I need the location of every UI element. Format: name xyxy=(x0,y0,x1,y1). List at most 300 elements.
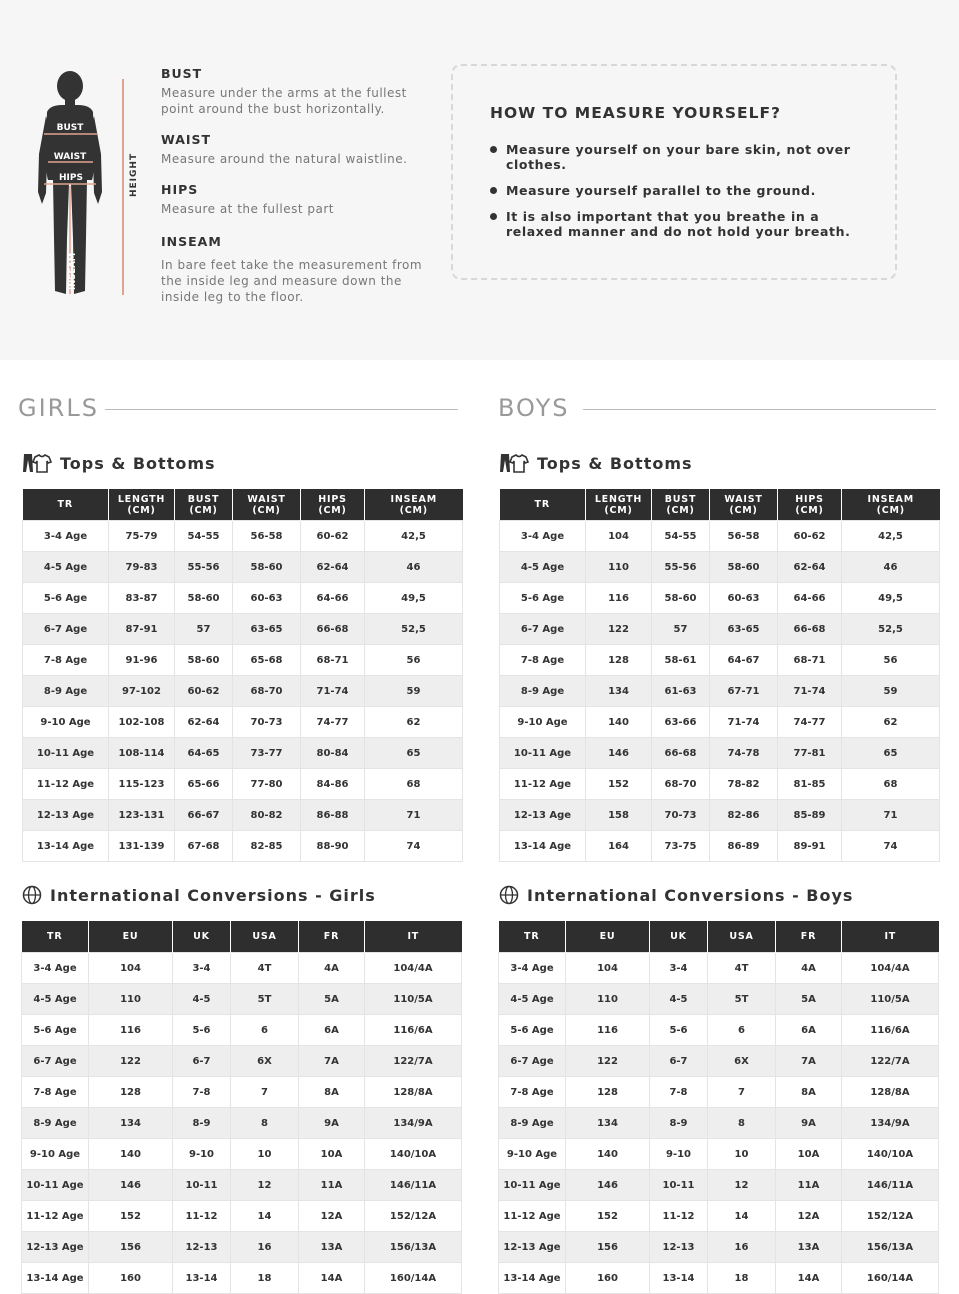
table-cell: 73-75 xyxy=(652,831,710,862)
table-cell: 140 xyxy=(89,1139,173,1170)
table-cell: 156 xyxy=(89,1232,173,1263)
table-cell: 128/8A xyxy=(365,1077,462,1108)
table-row xyxy=(500,738,940,769)
how-to-bullet: It is also important that you breathe in a relaxed manner and do not hold your breath. xyxy=(489,209,869,239)
table-cell: 14 xyxy=(708,1201,776,1232)
table-cell: 66-67 xyxy=(175,800,233,831)
table-cell: 12 xyxy=(231,1170,299,1201)
table-cell: 13A xyxy=(776,1232,842,1263)
table-cell: 42,5 xyxy=(365,521,463,552)
column-header: TR xyxy=(23,489,109,521)
table-row xyxy=(499,953,939,984)
table-cell: 89-91 xyxy=(778,831,842,862)
figure-label-waist: WAIST xyxy=(53,152,87,162)
table-row xyxy=(500,521,940,552)
table-cell: 12A xyxy=(776,1201,842,1232)
table-cell: 13-14 Age xyxy=(499,1263,566,1294)
table-cell: 4T xyxy=(708,953,776,984)
table-cell: 79-83 xyxy=(109,552,175,583)
column-header: TR xyxy=(499,921,566,953)
table-cell: 152/12A xyxy=(365,1201,462,1232)
table-cell: 4A xyxy=(299,953,365,984)
table-cell: 156 xyxy=(566,1232,650,1263)
table-cell: 5-6 xyxy=(650,1015,708,1046)
table-cell: 57 xyxy=(652,614,710,645)
measure-title: BUST xyxy=(161,66,203,81)
table-cell: 63-66 xyxy=(652,707,710,738)
table-cell: 102-108 xyxy=(109,707,175,738)
table-cell: 5A xyxy=(299,984,365,1015)
table-cell: 56 xyxy=(842,645,940,676)
table-cell: 160/14A xyxy=(842,1263,939,1294)
table-cell: 97-102 xyxy=(109,676,175,707)
table-cell: 110/5A xyxy=(842,984,939,1015)
table-cell: 73-77 xyxy=(233,738,301,769)
table-cell: 156/13A xyxy=(365,1232,462,1263)
table-row xyxy=(499,1108,939,1139)
table-cell: 8 xyxy=(231,1108,299,1139)
table-cell: 75-79 xyxy=(109,521,175,552)
column-header: LENGTH (CM) xyxy=(109,489,175,521)
table-row xyxy=(22,1170,462,1201)
boys-tops-heading xyxy=(499,452,693,474)
table-cell: 11-12 Age xyxy=(499,1201,566,1232)
table-cell: 9-10 Age xyxy=(499,1139,566,1170)
table-cell: 59 xyxy=(842,676,940,707)
table-cell: 140 xyxy=(566,1139,650,1170)
boys-section-title: BOYS xyxy=(498,394,570,422)
table-cell: 14A xyxy=(299,1263,365,1294)
column-header: TR xyxy=(500,489,586,521)
table-row xyxy=(500,707,940,738)
table-cell: 10A xyxy=(776,1139,842,1170)
table-cell: 152/12A xyxy=(842,1201,939,1232)
table-cell: 60-62 xyxy=(778,521,842,552)
table-row xyxy=(23,645,463,676)
table-row xyxy=(500,645,940,676)
table-row xyxy=(23,831,463,862)
table-cell: 13A xyxy=(299,1232,365,1263)
table-cell: 64-66 xyxy=(778,583,842,614)
table-cell: 54-55 xyxy=(652,521,710,552)
table-cell: 68 xyxy=(842,769,940,800)
measure-title: HIPS xyxy=(161,182,199,197)
column-header: EU xyxy=(566,921,650,953)
table-cell: 11A xyxy=(299,1170,365,1201)
table-cell: 160 xyxy=(89,1263,173,1294)
table-cell: 74 xyxy=(365,831,463,862)
table-cell: 57 xyxy=(175,614,233,645)
table-cell: 46 xyxy=(365,552,463,583)
table-cell: 14A xyxy=(776,1263,842,1294)
table-cell: 3-4 Age xyxy=(22,953,89,984)
column-header: UK xyxy=(173,921,231,953)
table-cell: 13-14 Age xyxy=(22,1263,89,1294)
table-row xyxy=(499,1232,939,1263)
table-cell: 12-13 Age xyxy=(23,800,109,831)
table-cell: 67-71 xyxy=(710,676,778,707)
boys-intl-heading xyxy=(499,885,853,905)
table-cell: 10A xyxy=(299,1139,365,1170)
table-cell: 12A xyxy=(299,1201,365,1232)
table-cell: 116 xyxy=(89,1015,173,1046)
table-cell: 9-10 xyxy=(650,1139,708,1170)
table-cell: 74-77 xyxy=(778,707,842,738)
table-cell: 3-4 Age xyxy=(500,521,586,552)
table-cell: 128 xyxy=(586,645,652,676)
measure-item-hips xyxy=(161,182,441,217)
table-cell: 115-123 xyxy=(109,769,175,800)
table-cell: 8-9 xyxy=(650,1108,708,1139)
table-cell: 64-67 xyxy=(710,645,778,676)
column-header: BUST (CM) xyxy=(652,489,710,521)
table-cell: 8-9 Age xyxy=(499,1108,566,1139)
table-cell: 7 xyxy=(708,1077,776,1108)
table-cell: 164 xyxy=(586,831,652,862)
table-header-row xyxy=(23,489,463,521)
table-row xyxy=(23,800,463,831)
how-to-bullet: Measure yourself parallel to the ground. xyxy=(489,183,869,198)
table-header-row xyxy=(499,921,939,953)
table-cell: 12-13 xyxy=(173,1232,231,1263)
table-cell: 11A xyxy=(776,1170,842,1201)
boys-divider xyxy=(583,409,936,410)
table-cell: 13-14 Age xyxy=(500,831,586,862)
table-cell: 6 xyxy=(231,1015,299,1046)
table-cell: 13-14 xyxy=(173,1263,231,1294)
table-row xyxy=(22,1201,462,1232)
table-cell: 3-4 Age xyxy=(23,521,109,552)
table-row xyxy=(23,614,463,645)
table-cell: 11-12 xyxy=(173,1201,231,1232)
bullet-dot-icon xyxy=(490,187,497,194)
girls-tops-table xyxy=(22,489,463,862)
table-cell: 54-55 xyxy=(175,521,233,552)
table-cell: 104 xyxy=(566,953,650,984)
table-cell: 58-61 xyxy=(652,645,710,676)
table-cell: 9-10 Age xyxy=(23,707,109,738)
table-cell: 67-68 xyxy=(175,831,233,862)
table-row xyxy=(499,1201,939,1232)
table-cell: 55-56 xyxy=(175,552,233,583)
table-row xyxy=(23,552,463,583)
table-cell: 14 xyxy=(231,1201,299,1232)
table-cell: 58-60 xyxy=(175,645,233,676)
table-cell: 5-6 Age xyxy=(499,1015,566,1046)
table-cell: 122/7A xyxy=(842,1046,939,1077)
table-cell: 134 xyxy=(586,676,652,707)
column-header: BUST (CM) xyxy=(175,489,233,521)
table-cell: 7-8 xyxy=(650,1077,708,1108)
table-row xyxy=(23,738,463,769)
table-row xyxy=(500,552,940,583)
table-cell: 60-63 xyxy=(710,583,778,614)
table-cell: 6-7 Age xyxy=(499,1046,566,1077)
height-label: HEIGHT xyxy=(129,152,139,197)
table-cell: 77-81 xyxy=(778,738,842,769)
table-cell: 116 xyxy=(566,1015,650,1046)
girls-tops-title: Tops & Bottoms xyxy=(60,453,216,473)
table-cell: 63-65 xyxy=(233,614,301,645)
table-cell: 74 xyxy=(842,831,940,862)
table-cell: 10-11 xyxy=(650,1170,708,1201)
table-cell: 104/4A xyxy=(842,953,939,984)
table-cell: 12-13 xyxy=(650,1232,708,1263)
table-row xyxy=(23,521,463,552)
measure-desc: Measure around the natural waistline. xyxy=(161,152,408,166)
table-cell: 6-7 xyxy=(173,1046,231,1077)
table-cell: 11-12 Age xyxy=(500,769,586,800)
table-cell: 5-6 Age xyxy=(23,583,109,614)
measure-item-inseam xyxy=(161,234,441,305)
globe-icon xyxy=(499,885,519,905)
table-cell: 91-96 xyxy=(109,645,175,676)
table-row xyxy=(23,769,463,800)
column-header: TR xyxy=(22,921,89,953)
table-cell: 152 xyxy=(89,1201,173,1232)
table-cell: 116/6A xyxy=(365,1015,462,1046)
table-cell: 5T xyxy=(708,984,776,1015)
table-cell: 9-10 Age xyxy=(22,1139,89,1170)
table-cell: 60-62 xyxy=(301,521,365,552)
table-cell: 52,5 xyxy=(842,614,940,645)
table-cell: 80-84 xyxy=(301,738,365,769)
table-cell: 82-86 xyxy=(710,800,778,831)
table-cell: 4-5 Age xyxy=(22,984,89,1015)
table-cell: 63-65 xyxy=(710,614,778,645)
column-header: FR xyxy=(299,921,365,953)
table-row xyxy=(499,1170,939,1201)
column-header: INSEAM (CM) xyxy=(365,489,463,521)
table-cell: 55-56 xyxy=(652,552,710,583)
column-header: LENGTH (CM) xyxy=(586,489,652,521)
table-cell: 128 xyxy=(566,1077,650,1108)
table-header-row xyxy=(500,489,940,521)
table-cell: 134 xyxy=(566,1108,650,1139)
table-cell: 80-82 xyxy=(233,800,301,831)
table-cell: 4T xyxy=(231,953,299,984)
table-cell: 4-5 xyxy=(173,984,231,1015)
table-cell: 8 xyxy=(708,1108,776,1139)
table-cell: 7A xyxy=(776,1046,842,1077)
table-cell: 131-139 xyxy=(109,831,175,862)
table-cell: 58-60 xyxy=(233,552,301,583)
girls-intl-heading xyxy=(22,885,376,905)
table-cell: 10 xyxy=(231,1139,299,1170)
table-row xyxy=(23,583,463,614)
table-cell: 140 xyxy=(586,707,652,738)
table-cell: 6-7 Age xyxy=(23,614,109,645)
table-row xyxy=(500,676,940,707)
table-cell: 87-91 xyxy=(109,614,175,645)
table-cell: 52,5 xyxy=(365,614,463,645)
table-cell: 64-65 xyxy=(175,738,233,769)
table-cell: 58-60 xyxy=(652,583,710,614)
table-cell: 68-70 xyxy=(652,769,710,800)
table-cell: 134 xyxy=(89,1108,173,1139)
table-cell: 12-13 Age xyxy=(22,1232,89,1263)
table-cell: 65-68 xyxy=(233,645,301,676)
table-cell: 6X xyxy=(708,1046,776,1077)
table-cell: 104/4A xyxy=(365,953,462,984)
globe-icon xyxy=(22,885,42,905)
measure-desc: Measure under the arms at the fullest point around the bust horizontally. xyxy=(161,86,407,116)
table-cell: 46 xyxy=(842,552,940,583)
measure-title: WAIST xyxy=(161,132,212,147)
table-cell: 83-87 xyxy=(109,583,175,614)
figure-label-inseam: INSEAM xyxy=(68,252,78,290)
table-cell: 60-62 xyxy=(175,676,233,707)
table-cell: 65 xyxy=(842,738,940,769)
column-header: IT xyxy=(365,921,462,953)
table-row xyxy=(22,984,462,1015)
table-cell: 140/10A xyxy=(365,1139,462,1170)
table-cell: 71 xyxy=(842,800,940,831)
table-cell: 146 xyxy=(89,1170,173,1201)
height-line xyxy=(122,79,124,295)
table-cell: 16 xyxy=(708,1232,776,1263)
table-row xyxy=(22,1139,462,1170)
table-cell: 68-70 xyxy=(233,676,301,707)
table-cell: 7-8 Age xyxy=(500,645,586,676)
column-header: WAIST (CM) xyxy=(233,489,301,521)
table-cell: 110/5A xyxy=(365,984,462,1015)
table-cell: 66-68 xyxy=(301,614,365,645)
bullet-dot-icon xyxy=(490,213,497,220)
measure-desc: In bare feet take the measurement from the inside leg and measure down the inside leg to the floor. xyxy=(161,258,423,304)
table-cell: 70-73 xyxy=(233,707,301,738)
column-header: HIPS (CM) xyxy=(778,489,842,521)
table-cell: 11-12 Age xyxy=(22,1201,89,1232)
table-cell: 6-7 Age xyxy=(500,614,586,645)
table-cell: 68 xyxy=(365,769,463,800)
table-cell: 68-71 xyxy=(301,645,365,676)
table-cell: 123-131 xyxy=(109,800,175,831)
table-cell: 77-80 xyxy=(233,769,301,800)
column-header: UK xyxy=(650,921,708,953)
bullet-dot-icon xyxy=(490,146,497,153)
table-cell: 110 xyxy=(566,984,650,1015)
column-header: INSEAM (CM) xyxy=(842,489,940,521)
table-cell: 5-6 xyxy=(173,1015,231,1046)
how-to-measure-box xyxy=(451,64,897,280)
table-row xyxy=(499,1015,939,1046)
table-cell: 140/10A xyxy=(842,1139,939,1170)
table-cell: 7A xyxy=(299,1046,365,1077)
table-cell: 134/9A xyxy=(365,1108,462,1139)
table-cell: 158 xyxy=(586,800,652,831)
table-cell: 71-74 xyxy=(778,676,842,707)
table-cell: 8-9 xyxy=(173,1108,231,1139)
table-cell: 5-6 Age xyxy=(500,583,586,614)
table-row xyxy=(500,614,940,645)
table-cell: 128/8A xyxy=(842,1077,939,1108)
table-cell: 156/13A xyxy=(842,1232,939,1263)
figure-label-hips: HIPS xyxy=(59,173,83,183)
table-header-row xyxy=(22,921,462,953)
table-cell: 7-8 Age xyxy=(499,1077,566,1108)
table-cell: 7-8 Age xyxy=(22,1077,89,1108)
column-header: WAIST (CM) xyxy=(710,489,778,521)
table-cell: 10-11 Age xyxy=(23,738,109,769)
table-cell: 6-7 xyxy=(650,1046,708,1077)
boys-tops-table xyxy=(499,489,940,862)
table-cell: 3-4 xyxy=(650,953,708,984)
column-header: EU xyxy=(89,921,173,953)
table-cell: 160/14A xyxy=(365,1263,462,1294)
table-row xyxy=(22,1046,462,1077)
table-cell: 10-11 xyxy=(173,1170,231,1201)
table-cell: 56-58 xyxy=(710,521,778,552)
table-cell: 6 xyxy=(708,1015,776,1046)
table-cell: 6X xyxy=(231,1046,299,1077)
girls-intl-title: International Conversions - Girls xyxy=(50,885,376,905)
table-cell: 42,5 xyxy=(842,521,940,552)
table-cell: 9A xyxy=(299,1108,365,1139)
table-cell: 18 xyxy=(231,1263,299,1294)
table-cell: 74-77 xyxy=(301,707,365,738)
column-header: FR xyxy=(776,921,842,953)
table-cell: 10-11 Age xyxy=(500,738,586,769)
table-cell: 3-4 xyxy=(173,953,231,984)
table-cell: 9-10 Age xyxy=(500,707,586,738)
table-cell: 58-60 xyxy=(710,552,778,583)
table-cell: 4-5 xyxy=(650,984,708,1015)
table-cell: 65-66 xyxy=(175,769,233,800)
table-cell: 66-68 xyxy=(778,614,842,645)
table-cell: 122 xyxy=(566,1046,650,1077)
girls-intl-table xyxy=(21,921,462,1294)
table-cell: 68-71 xyxy=(778,645,842,676)
table-cell: 4-5 Age xyxy=(499,984,566,1015)
table-cell: 8-9 Age xyxy=(22,1108,89,1139)
table-cell: 6A xyxy=(299,1015,365,1046)
measure-item-waist xyxy=(161,132,441,167)
table-cell: 12 xyxy=(708,1170,776,1201)
table-cell: 58-60 xyxy=(175,583,233,614)
table-cell: 8-9 Age xyxy=(23,676,109,707)
table-cell: 88-90 xyxy=(301,831,365,862)
table-cell: 4-5 Age xyxy=(500,552,586,583)
measure-item-bust xyxy=(161,66,441,117)
table-cell: 146/11A xyxy=(365,1170,462,1201)
table-cell: 71 xyxy=(365,800,463,831)
table-cell: 104 xyxy=(89,953,173,984)
table-row xyxy=(22,1263,462,1294)
boys-intl-table xyxy=(498,921,939,1294)
table-row xyxy=(499,1139,939,1170)
table-cell: 9-10 xyxy=(173,1139,231,1170)
column-header: USA xyxy=(708,921,776,953)
figure-label-bust: BUST xyxy=(56,123,84,133)
table-cell: 3-4 Age xyxy=(499,953,566,984)
table-cell: 13-14 xyxy=(650,1263,708,1294)
table-cell: 18 xyxy=(708,1263,776,1294)
table-row xyxy=(22,1232,462,1263)
measure-guide-panel xyxy=(0,0,959,360)
table-cell: 10-11 Age xyxy=(499,1170,566,1201)
table-cell: 62 xyxy=(365,707,463,738)
table-cell: 16 xyxy=(231,1232,299,1263)
table-cell: 61-63 xyxy=(652,676,710,707)
table-cell: 12-13 Age xyxy=(499,1232,566,1263)
table-cell: 11-12 Age xyxy=(23,769,109,800)
table-cell: 59 xyxy=(365,676,463,707)
table-cell: 122/7A xyxy=(365,1046,462,1077)
table-cell: 116/6A xyxy=(842,1015,939,1046)
table-cell: 4-5 Age xyxy=(23,552,109,583)
how-to-list xyxy=(489,142,869,250)
